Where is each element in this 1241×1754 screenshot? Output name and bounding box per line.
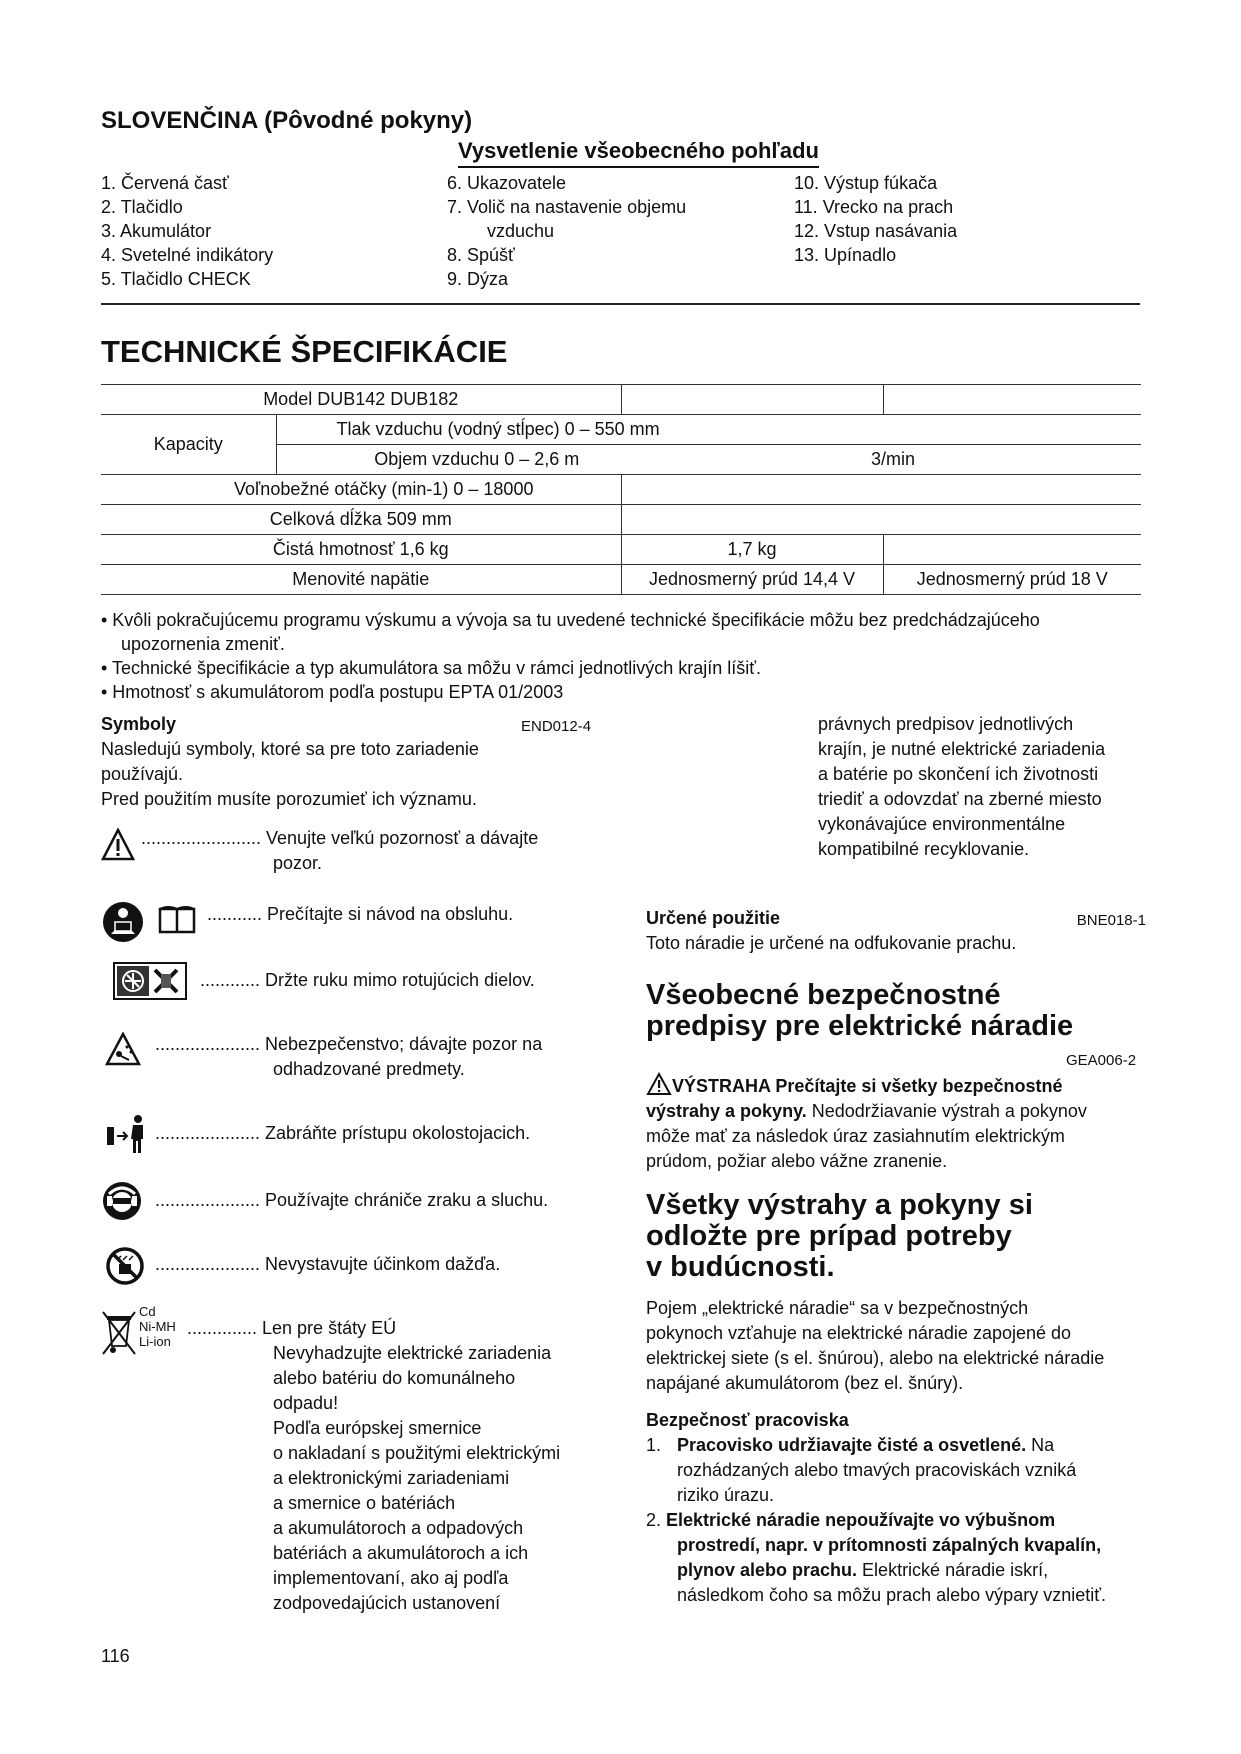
note-item: • Kvôli pokračujúcemu programu výskumu a vývoja sa tu uvedené technické špecifikácie môžu bez predchádzajúceho (101, 610, 1040, 630)
eu-text-continued: právnych predpisov jednotlivých krajín, je nutné elektrické zariadenia a batérie po skončení ich životnosti triediť a odovzdať na zberné miesto vykonávajúce environmentálne kompatibilné recyklovanie. (818, 714, 1106, 859)
note-item: • Hmotnosť s akumulátorom podľa postupu EPTA 01/2003 (101, 682, 564, 702)
symbols-heading: Symboly (101, 714, 177, 734)
note-item: • Technické špecifikácie a typ akumulátora sa môžu v rámci jednotlivých krajín líšiť. (101, 658, 761, 678)
spec-napatie-2: Jednosmerný prúd 18 V (883, 565, 1141, 595)
warning-triangle-icon (646, 1072, 672, 1096)
crossed-bin-icon (101, 1310, 137, 1356)
book-icon (157, 904, 197, 936)
table-row (101, 415, 1141, 445)
part-item: 5. Tlačidlo CHECK (101, 269, 251, 289)
symbol-eye-ear-protection (101, 1188, 621, 1228)
part-item: 6. Ukazovatele (447, 173, 567, 193)
symbol-text: ..................... Nevystavujte účinkom dažďa. (155, 1254, 501, 1274)
spec-model: Model DUB142 DUB182 (263, 389, 459, 409)
warning-triangle-icon (101, 828, 135, 862)
symbol-weee (101, 1304, 621, 1616)
battery-label: Li-ion (139, 1334, 171, 1349)
spec-dlzka: Celková dĺžka 509 mm (269, 509, 452, 529)
term-definition: Pojem „elektrické náradie“ sa v bezpečnostných pokynoch vzťahuje na elektrické náradie zapojené do elektrickej siete (s el. šnúrou), alebo na elektrické náradie napájané akumulátorom (bez el. šnúry). (646, 1298, 1105, 1393)
part-item: 1. Červená časť (101, 173, 229, 193)
rotating-parts-hand-icon (113, 962, 187, 1000)
section-title: SLOVENČINA (Pôvodné pokyny) (101, 107, 473, 134)
divider (101, 303, 1140, 305)
spec-table (101, 384, 1141, 595)
symbols-intro-line: Pred použitím musíte porozumieť ich významu. (101, 789, 477, 809)
read-manual-icon (101, 900, 145, 944)
part-item: 3. Akumulátor (101, 221, 212, 241)
spec-napatie: Menovité napätie (292, 569, 430, 589)
symbol-text: ..................... Používajte chrániče zraku a sluchu. (155, 1190, 549, 1210)
spec-objem: Objem vzduchu 0 – 2,6 m (374, 449, 580, 469)
table-row (101, 535, 1141, 565)
intended-text: Toto náradie je určené na odfukovanie prachu. (646, 933, 1017, 953)
eu-text: Nevyhadzujte elektrické zariadenia alebo batériu do komunálneho odpadu! Podľa európskej smernice o nakladaní s použitými elektrickými a elektronickými zariadeniami a smernice o batériách a akumulátoroch a odpadových batériách a akumulátoroch a ich implementovaní, ako aj podľa zodpovedajúcich ustanovení (273, 1343, 561, 1613)
eye-ear-protection-icon (101, 1180, 143, 1222)
symbol-rain (101, 1252, 621, 1292)
no-rain-icon (105, 1246, 145, 1286)
table-row (101, 565, 1141, 595)
part-item: 4. Svetelné indikátory (101, 245, 274, 265)
general-code: GEA006-2 (1066, 1052, 1137, 1069)
explanation-title: Vysvetlenie všeobecného pohľadu (458, 138, 819, 168)
symbol-warning (101, 826, 621, 881)
part-item: 2. Tlačidlo (101, 197, 183, 217)
parts-col-1 (101, 171, 273, 291)
part-item: 13. Upínadlo (794, 245, 897, 265)
symbol-text: ........... Prečítajte si návod na obsluhu. (207, 904, 514, 924)
table-row (101, 385, 1141, 415)
workplace-heading: Bezpečnosť pracoviska (646, 1410, 849, 1430)
symbols-intro-line: používajú. (101, 764, 184, 784)
symbols-intro-line: Nasledujú symboly, ktoré sa pre toto zariadenie (101, 739, 479, 759)
symbol-text: pozor. (273, 853, 323, 873)
battery-labels (139, 1304, 176, 1349)
symbol-text: ........................ Venujte veľkú pozornosť a dávajte (141, 828, 539, 848)
table-row (101, 505, 1141, 535)
spec-objem-unit: 3/min (871, 449, 916, 469)
symbol-text: ..................... Zabráňte prístupu okolostojacich. (155, 1123, 531, 1143)
spec-hmotnost: Čistá hmotnosť 1,6 kg (272, 539, 449, 559)
spec-tlak: Tlak vzduchu (vodný stĺpec) 0 – 550 mm (336, 419, 660, 439)
spec-kapacity: Kapacity (101, 415, 276, 475)
symbol-text: ..................... Nebezpečenstvo; dávajte pozor na (155, 1034, 543, 1054)
battery-label: Cd (139, 1304, 156, 1319)
spec-hmotnost-2: 1,7 kg (621, 535, 883, 565)
intended-code: BNE018-1 (1076, 912, 1146, 929)
spec-napatie-1: Jednosmerný prúd 14,4 V (621, 565, 883, 595)
spec-otacky: Voľnobežné otáčky (min-1) 0 – 18000 (234, 479, 534, 499)
table-row (101, 475, 1141, 505)
list-item: 1. Pracovisko udržiavajte čisté a osvetlené. Na (646, 1435, 1055, 1455)
flying-objects-warning-icon (105, 1032, 141, 1066)
part-item: 7. Volič na nastavenie objemu (447, 197, 687, 217)
parts-col-3 (794, 171, 957, 267)
symbol-flying-objects (101, 1032, 621, 1087)
symbol-text: .............. Len pre štáty EÚ (187, 1318, 397, 1338)
part-item: 8. Spúšť (447, 245, 515, 265)
note-item: upozornenia zmeniť. (121, 634, 285, 654)
part-item: 9. Dýza (447, 269, 509, 289)
general-safety-title: Všeobecné bezpečnostné predpisy pre elektrické náradie (646, 979, 1074, 1042)
keep-instructions-title: Všetky výstrahy a pokyny si odložte pre prípad potreby v budúcnosti. (646, 1189, 1033, 1283)
part-item: 10. Výstup fúkača (794, 173, 938, 193)
symbols-code: END012-4 (521, 718, 592, 735)
part-item: vzduchu (487, 221, 555, 241)
symbol-rotating-parts (101, 968, 621, 1008)
general-warning: VÝSTRAHA Prečítajte si všetky bezpečnostné výstrahy a pokyny. Nedodržiavanie výstrah a pokynov môže mať za následok úraz zasiahnutím elektrickým prúdom, požiar alebo vážne zranenie. (646, 1072, 1146, 1174)
battery-label: Ni-MH (139, 1319, 176, 1334)
keep-bystanders-away-icon (105, 1113, 151, 1155)
intended-heading: Určené použitie (646, 908, 781, 928)
symbols-intro (101, 712, 601, 812)
part-item: 11. Vrecko na prach (794, 197, 954, 217)
workplace-safety: Bezpečnosť pracoviska 1. Pracovisko udržiavajte čisté a osvetlené. Na rozhádzaných alebo tmavých pracoviskách vzniká riziko úrazu. 2. Elektrické náradie nepoužívajte vo výbušnom prostredí, napr. v prítomnosti zápalných kvapalín, plynov alebo prachu. Elektrické náradie iskrí, následkom čoho sa môžu prach alebo výpary vznietiť. (646, 1408, 1146, 1608)
symbol-text: ............ Držte ruku mimo rotujúcich dielov. (200, 970, 535, 990)
spec-title: TECHNICKÉ ŠPECIFIKÁCIE (101, 334, 508, 369)
part-item: 12. Vstup nasávania (794, 221, 958, 241)
spec-notes (101, 608, 1141, 704)
parts-col-2 (447, 171, 686, 291)
symbol-bystanders (101, 1121, 621, 1161)
symbol-read-manual (101, 902, 621, 950)
intended-use (646, 906, 1146, 956)
list-item: 2. Elektrické náradie nepoužívajte vo výbušnom (646, 1510, 1056, 1530)
symbol-text: odhadzované predmety. (273, 1059, 465, 1079)
page-number: 116 (101, 1646, 130, 1666)
